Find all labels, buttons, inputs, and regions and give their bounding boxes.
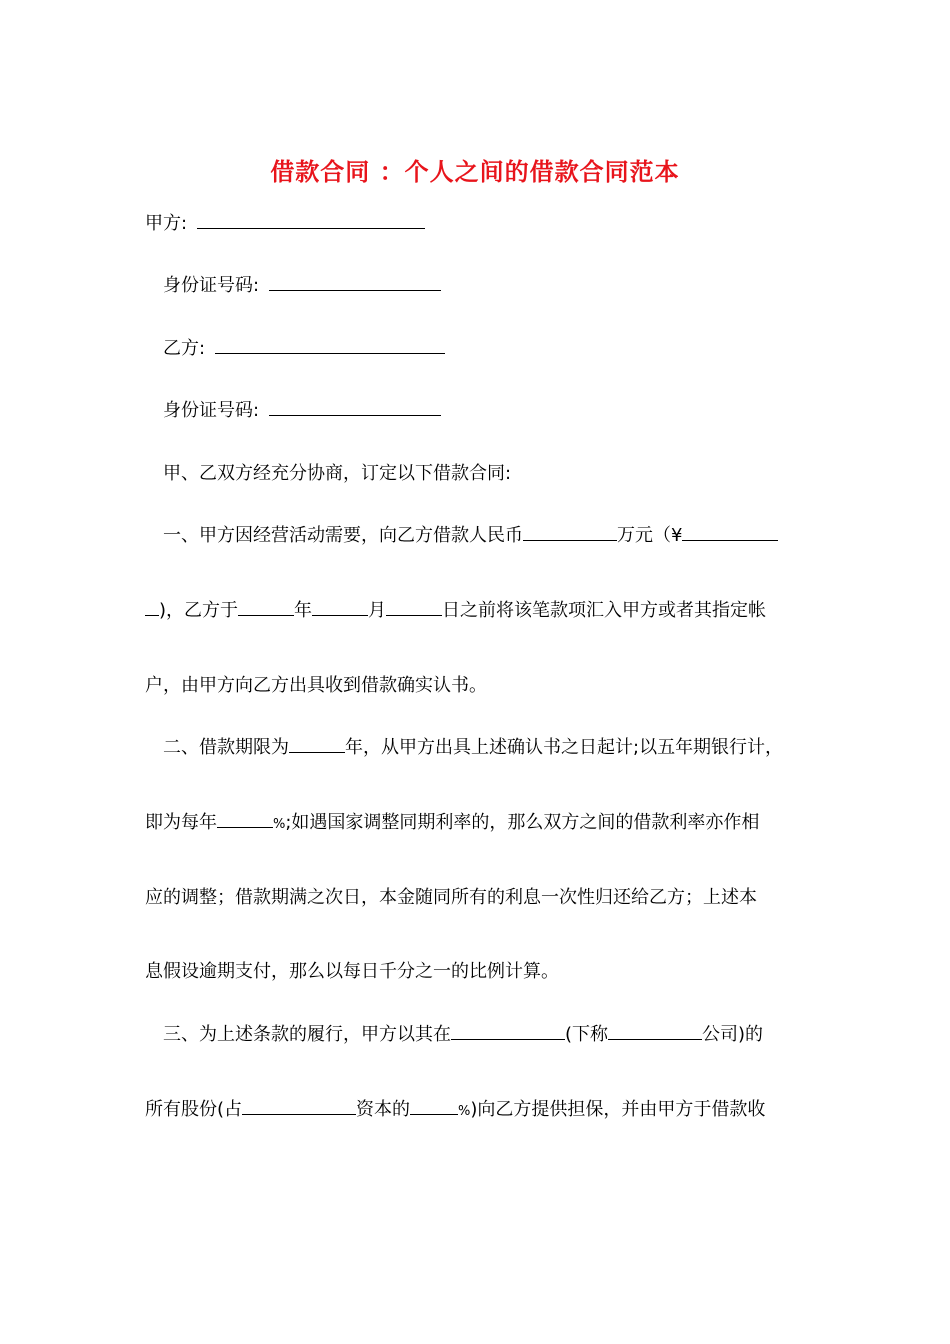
clause3-text: 资本的: [356, 1099, 411, 1120]
clause2-line2: [145, 811, 759, 837]
clause1-text: )，乙方于: [159, 600, 239, 621]
share-pct-blank: [410, 1098, 458, 1115]
clause3-text: 所有股份(占: [145, 1099, 243, 1120]
clause2-text: 年，从甲方出具上述确认书之日起计;以五年期银行计，: [345, 737, 784, 758]
party-b-id-blank: [269, 399, 441, 416]
clause1-text: 万元（¥: [617, 525, 683, 546]
party-a-line: [145, 212, 425, 236]
party-b-id-line: [163, 399, 441, 423]
party-a-id-line: [163, 274, 441, 298]
clause1-text: 月: [368, 600, 387, 621]
document-title: 借款合同 ：个人之间的借款合同范本: [270, 157, 680, 186]
amount-blank: [523, 524, 617, 541]
clause3-text: 三、为上述条款的履行，甲方以其在: [163, 1024, 451, 1045]
clause2-text: 即为每年: [145, 812, 217, 833]
clause1-line1: [163, 524, 778, 548]
intro-paragraph: 甲、乙双方经充分协商，订定以下借款合同:: [163, 463, 512, 484]
percent-sign: %: [458, 1104, 471, 1119]
clause1-text: 一、甲方因经营活动需要，向乙方借款人民币: [163, 525, 523, 546]
clause3-line1: [163, 1023, 763, 1047]
clause3-text: 公司)的: [702, 1024, 764, 1045]
percent-sign: %: [273, 817, 286, 832]
month-blank: [312, 599, 368, 616]
clause3-line2: [145, 1098, 765, 1124]
clause3-text: (下称: [565, 1024, 609, 1045]
day-blank: [386, 599, 442, 616]
party-b-label: 乙方:: [163, 338, 206, 359]
party-a-id-label: 身份证号码:: [163, 275, 260, 296]
clause1-line2: [145, 599, 766, 623]
clause3-text: )向乙方提供担保，并由甲方于借款收: [470, 1099, 766, 1120]
company-blank: [451, 1023, 565, 1040]
capital-blank: [242, 1098, 356, 1115]
rate-blank: [217, 811, 273, 828]
clause2-text: 二、借款期限为: [163, 737, 289, 758]
clause1-text: 日之前将该笔款项汇入甲方或者其指定帐: [442, 600, 767, 621]
clause2-line3: 应的调整；借款期满之次日，本金随同所有的利息一次性归还给乙方；上述本: [145, 887, 757, 908]
party-a-id-blank: [269, 274, 441, 291]
clause1-line3: 户，由甲方向乙方出具收到借款确实认书。: [145, 675, 487, 696]
party-b-id-label: 身份证号码:: [163, 400, 260, 421]
amount-figure-blank: [682, 524, 778, 541]
amount-figure-blank-cont: [145, 599, 159, 616]
clause1-text: 年: [294, 600, 313, 621]
clause2-line1: [163, 736, 783, 760]
company-short-name-blank: [608, 1023, 702, 1040]
year-blank: [238, 599, 294, 616]
party-b-line: [163, 337, 445, 361]
clause2-text: ;如遇国家调整同期利率的，那么双方之间的借款利率亦作相: [285, 812, 760, 833]
party-b-blank: [215, 337, 445, 354]
party-a-blank: [197, 212, 425, 229]
clause2-line4: 息假设逾期支付，那么以每日千分之一的比例计算。: [145, 961, 559, 982]
party-a-label: 甲方:: [145, 213, 188, 234]
term-years-blank: [289, 736, 345, 753]
